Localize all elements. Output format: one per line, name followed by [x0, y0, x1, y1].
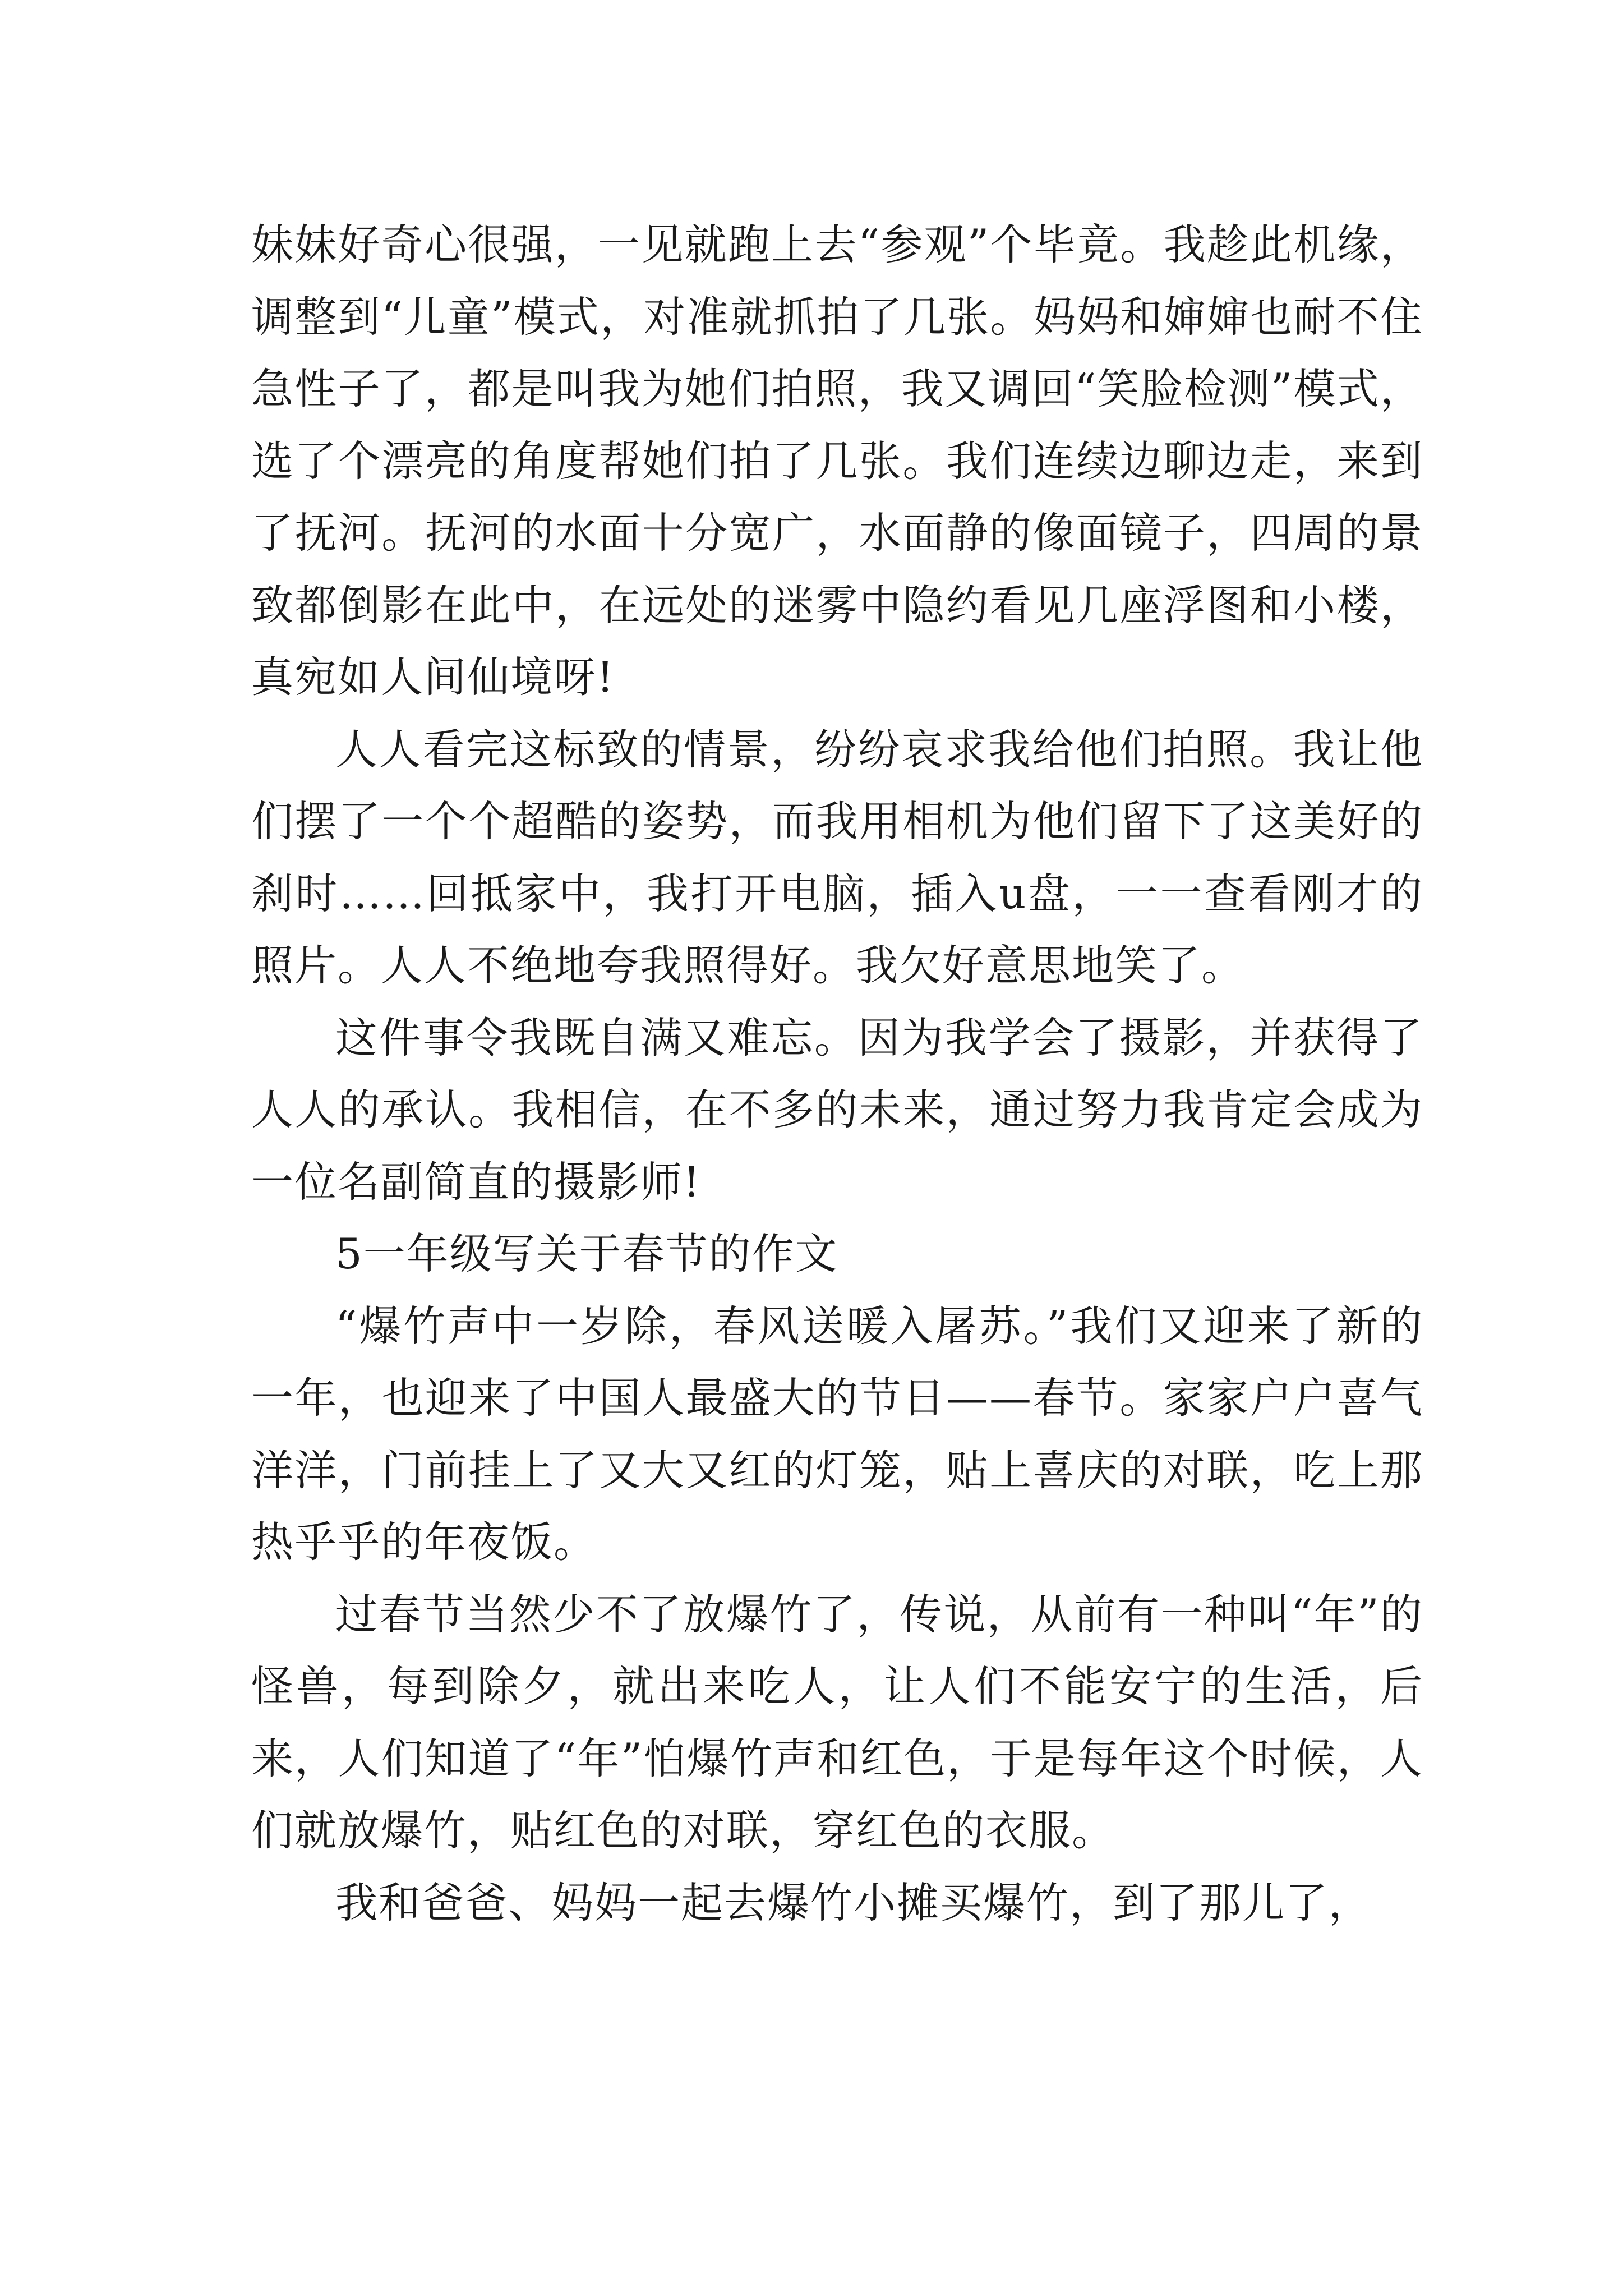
paragraph: 人人看完这标致的情景，纷纷哀求我给他们拍照。我让他们摆了一个个超酷的姿势，而我用相机为他们留下了这美好的刹时……回抵家中，我打开电脑，插入u盘，一一查看刚才的照片。人人不绝地夸我照得好。我欠好意思地笑了。 — [251, 724, 1423, 990]
paragraph: 我和爸爸、妈妈一起去爆竹小摊买爆竹，到了那儿了， — [335, 1878, 1372, 1927]
paragraph: “爆竹声中一岁除，春风送暖入屠苏。”我们又迎来了新的一年，也迎来了中国人最盛大的节日——春节。家家户户喜气洋洋，门前挂上了又大又红的灯笼，贴上喜庆的对联，吃上那热乎乎的年夜饭。 — [251, 1301, 1423, 1567]
document-body — [251, 209, 1423, 1939]
paragraph: 妹妹好奇心很强，一见就跑上去“参观”个毕竟。我趁此机缘，调整到“儿童”模式，对准就抓拍了几张。妈妈和婶婶也耐不住急性子了，都是叫我为她们拍照，我又调回“笑脸检测”模式，选了个漂亮的角度帮她们拍了几张。我们连续边聊边走，来到了抚河。抚河的水面十分宽广，水面静的像面镜子，四周的景致都倒影在此中，在远处的迷雾中隐约看见几座浮图和小楼，真宛如人间仙境呀! — [251, 220, 1423, 702]
section-heading: 5一年级写关于春节的作文 — [335, 1229, 838, 1278]
paragraph: 过春节当然少不了放爆竹了，传说，从前有一种叫“年”的怪兽，每到除夕，就出来吃人，让人们不能安宁的生活，后来，人们知道了“年”怕爆竹声和红色，于是每年这个时候，人们就放爆竹，贴红色的对联，穿红色的衣服。 — [251, 1589, 1423, 1855]
paragraph: 这件事令我既自满又难忘。因为我学会了摄影，并获得了人人的承认。我相信，在不多的未来，通过努力我肯定会成为一位名副简直的摄影师! — [251, 1013, 1423, 1207]
